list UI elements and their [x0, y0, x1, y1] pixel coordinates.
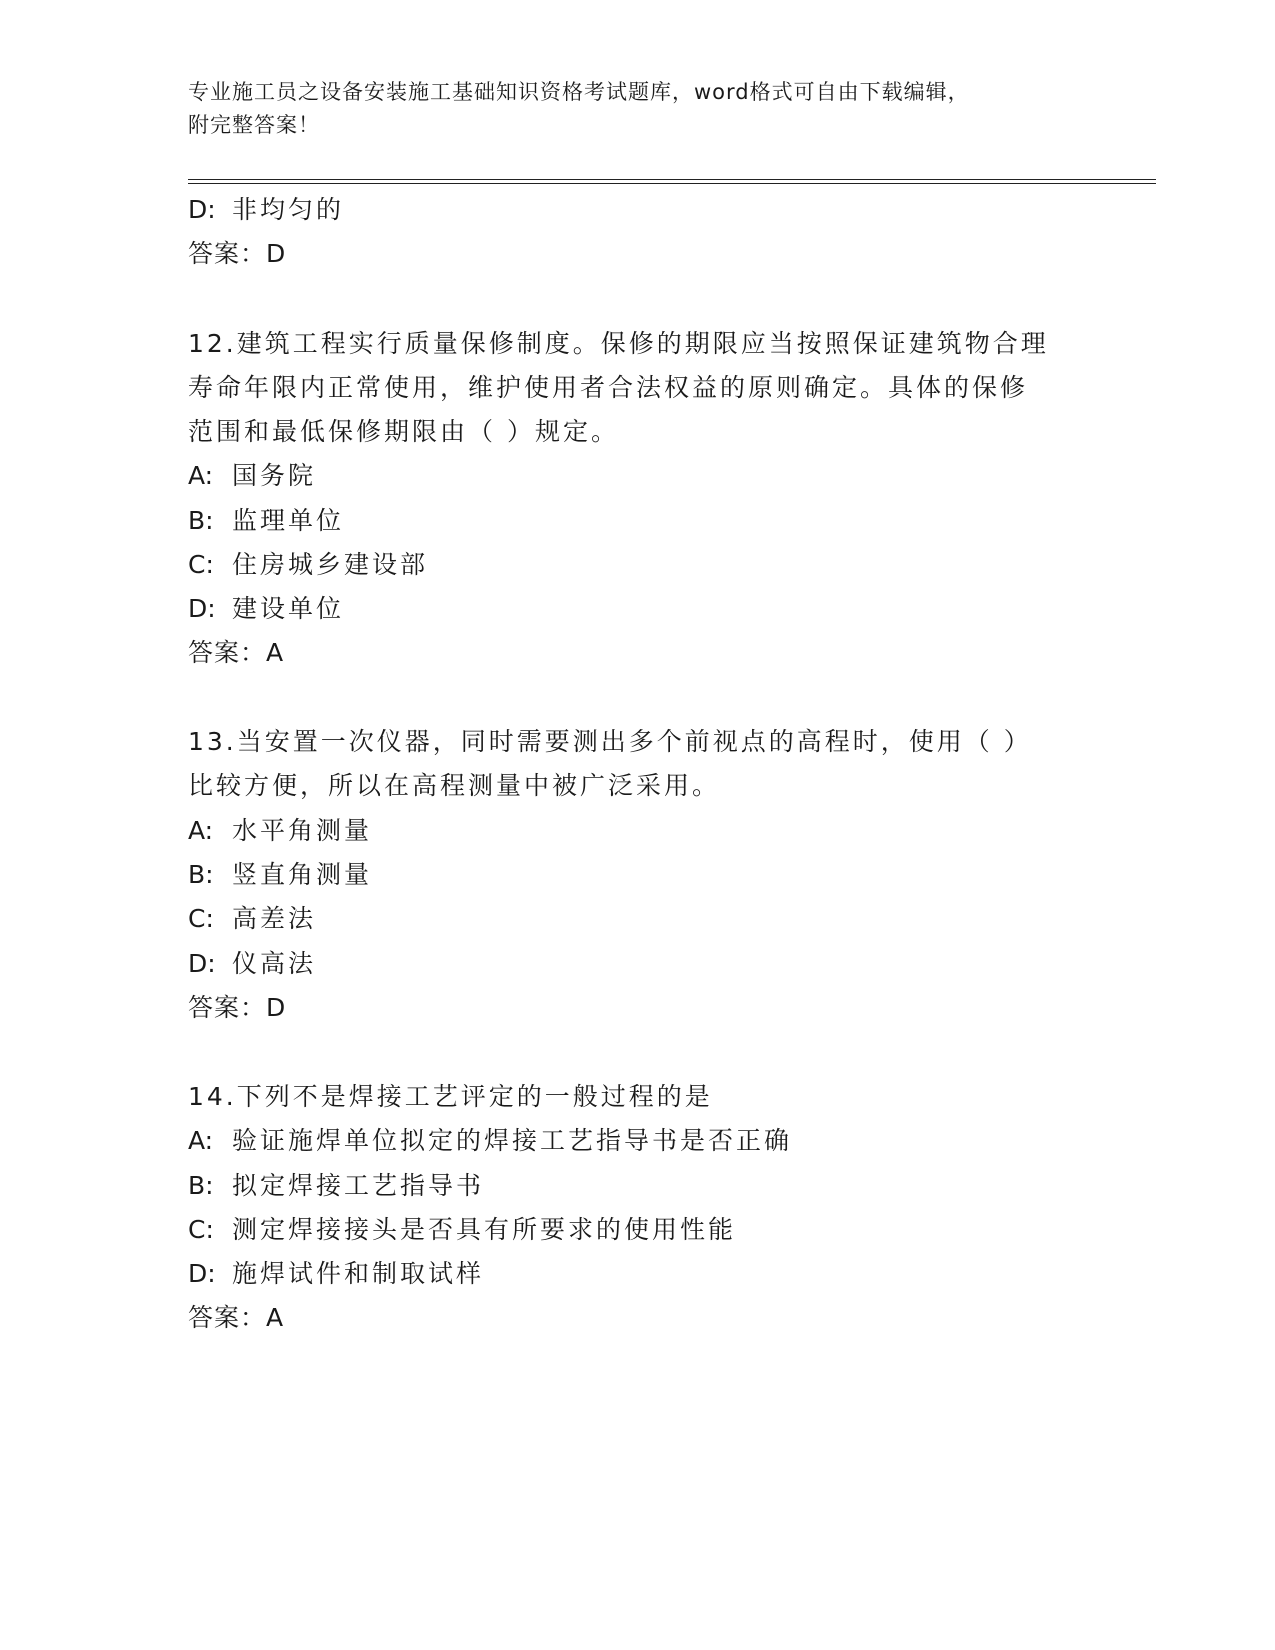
option-letter: A: [188, 816, 214, 845]
q13-stem-line-2: 比较方便，所以在高程测量中被广泛采用。 [188, 771, 721, 800]
header-line-2: 附完整答案！ [188, 113, 320, 137]
q12-stem-line-3: 范围和最低保修期限由（ ）规定。 [188, 417, 619, 446]
q13-option-a [188, 815, 372, 847]
q12-stem-line-2: 寿命年限内正常使用，维护使用者合法权益的原则确定。具体的保修 [188, 373, 1029, 402]
option-letter: C: [188, 904, 214, 933]
header-line-1: 专业施工员之设备安装施工基础知识资格考试题库，word格式可自由下载编辑， [188, 80, 970, 104]
q14-option-c [188, 1214, 736, 1246]
option-letter: A: [188, 461, 214, 490]
option-letter: D: [188, 1259, 216, 1288]
option-letter: B: [188, 860, 214, 889]
header-divider-bottom [188, 183, 1156, 184]
q12-option-b [188, 505, 344, 537]
option-letter: D: [188, 594, 216, 623]
q13-stem-line-1: 13.当安置一次仪器，同时需要测出多个前视点的高程时，使用（ ） [188, 727, 1032, 756]
document-header [188, 76, 1088, 142]
q12-option-a [188, 460, 316, 492]
q14-option-b [188, 1170, 484, 1202]
q14-stem-line-1: 14.下列不是焊接工艺评定的一般过程的是 [188, 1082, 713, 1111]
option-text: 验证施焊单位拟定的焊接工艺指导书是否正确 [232, 1126, 793, 1155]
option-letter: B: [188, 1171, 214, 1200]
q13-option-c [188, 903, 316, 935]
option-text: 拟定焊接工艺指导书 [232, 1171, 485, 1200]
header-divider-top [188, 179, 1156, 180]
prev-answer: 答案：D [188, 239, 287, 268]
option-text: 住房城乡建设部 [232, 550, 429, 579]
option-text: 水平角测量 [232, 816, 373, 845]
option-letter: B: [188, 506, 214, 535]
option-text: 监理单位 [232, 506, 345, 535]
option-text: 仪高法 [232, 949, 317, 978]
q12-answer: 答案：A [188, 638, 285, 667]
option-letter: A: [188, 1126, 214, 1155]
q13-answer: 答案：D [188, 993, 287, 1022]
option-letter: C: [188, 550, 214, 579]
option-letter: D: [188, 195, 216, 224]
option-text: 高差法 [232, 904, 317, 933]
option-text: 施焊试件和制取试样 [232, 1259, 485, 1288]
q12-option-d [188, 593, 344, 625]
q13-option-d [188, 948, 316, 980]
q14-option-d [188, 1258, 484, 1290]
option-text: 测定焊接接头是否具有所要求的使用性能 [232, 1215, 737, 1244]
q14-option-a [188, 1125, 792, 1157]
option-text: 国务院 [232, 461, 317, 490]
option-letter: C: [188, 1215, 214, 1244]
option-text: 建设单位 [232, 594, 345, 623]
q13-option-b [188, 859, 372, 891]
q12-option-c [188, 549, 428, 581]
q14-answer: 答案：A [188, 1303, 285, 1332]
prev-option-d [188, 194, 344, 226]
option-text: 非均匀的 [232, 195, 345, 224]
q12-stem-line-1: 12.建筑工程实行质量保修制度。保修的期限应当按照保证建筑物合理 [188, 329, 1049, 358]
option-text: 竖直角测量 [232, 860, 373, 889]
option-letter: D: [188, 949, 216, 978]
